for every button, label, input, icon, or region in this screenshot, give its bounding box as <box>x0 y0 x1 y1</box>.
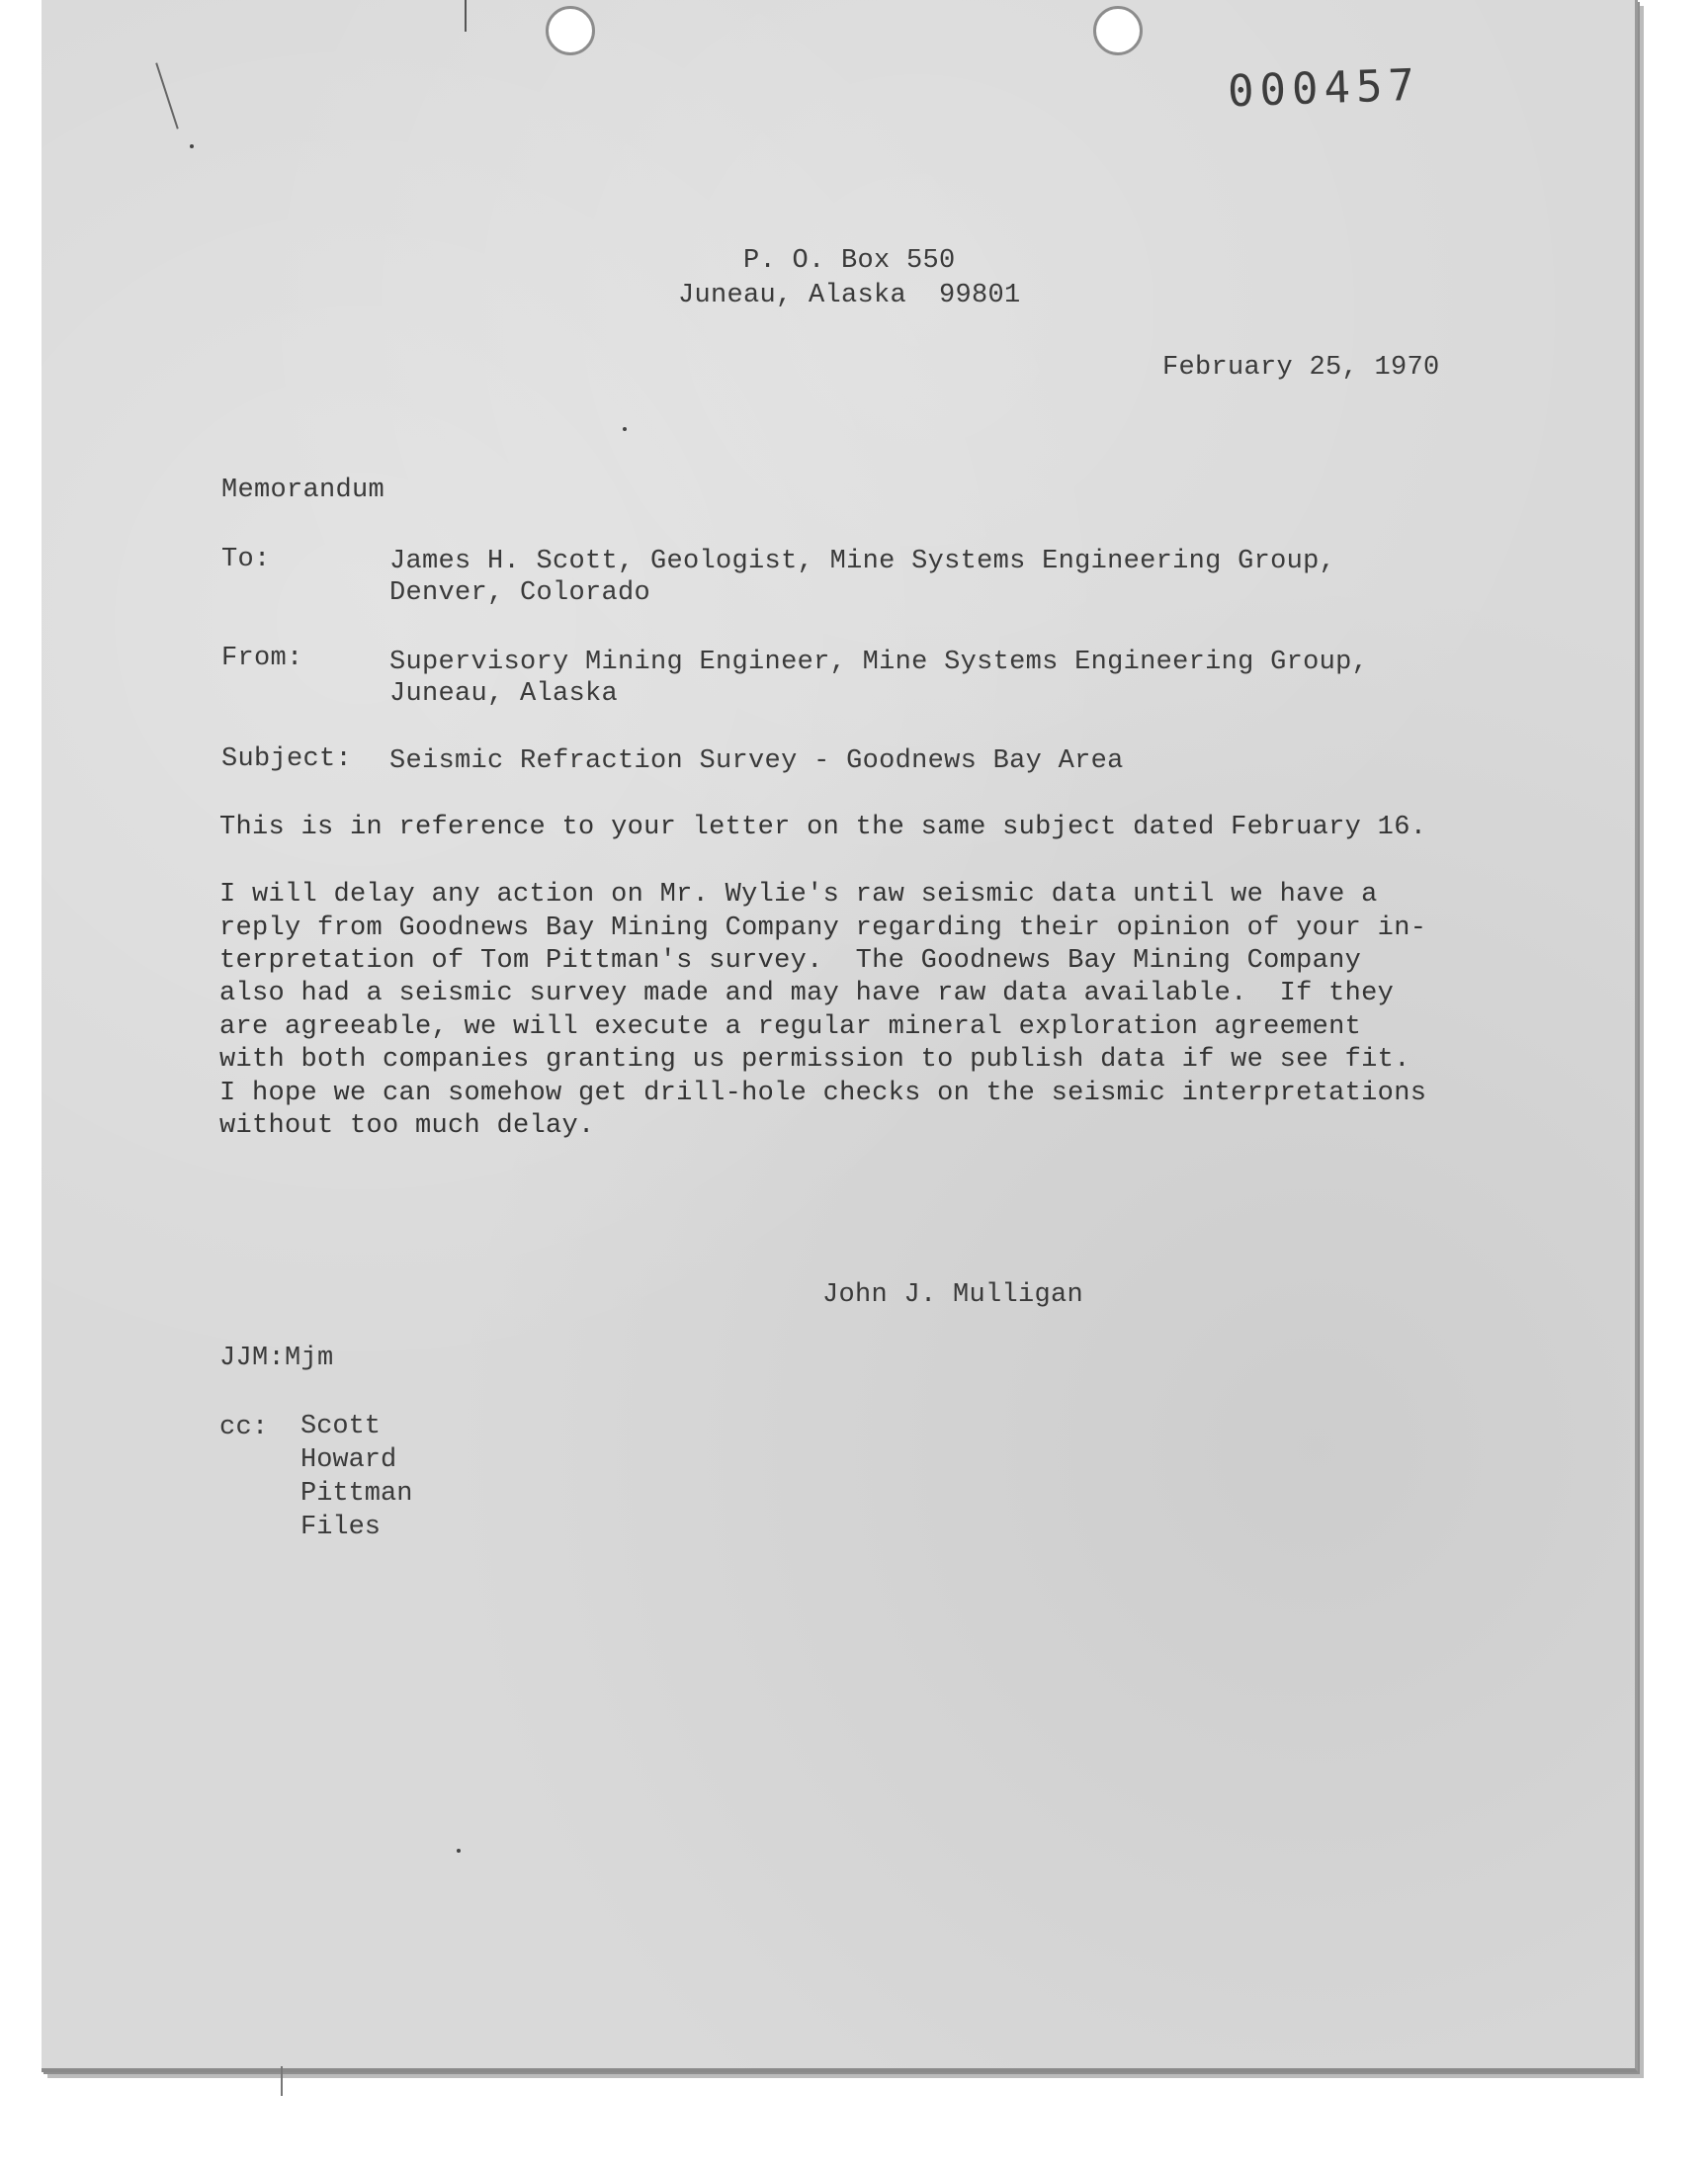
to-line-2: Denver, Colorado <box>389 578 651 608</box>
memo-date: February 25, 1970 <box>1162 353 1440 383</box>
punch-hole-left <box>546 6 595 55</box>
memo-heading: Memorandum <box>221 476 385 505</box>
stray-mark <box>457 1849 461 1853</box>
stray-mark <box>155 62 179 129</box>
paragraph-2-line: terpretation of Tom Pittman's survey. The Goodnews Bay Mining Company <box>219 946 1362 976</box>
from-line-1: Supervisory Mining Engineer, Mine Systems Engineering Group, <box>389 648 1369 677</box>
address-line-2: Juneau, Alaska 99801 <box>678 281 1021 310</box>
subject-text: Seismic Refraction Survey - Goodnews Bay Area <box>389 746 1124 776</box>
punch-hole-right <box>1093 6 1143 55</box>
cc-recipient: Scott <box>300 1412 382 1441</box>
signature-name: John J. Mulligan <box>822 1280 1084 1310</box>
stray-mark <box>465 0 467 32</box>
paragraph-2-line: I hope we can somehow get drill-hole checks on the seismic interpretations <box>219 1079 1427 1108</box>
paragraph-2-line: reply from Goodnews Bay Mining Company regarding their opinion of your in- <box>219 914 1427 943</box>
paragraph-2-line: are agreeable, we will execute a regular mineral exploration agreement <box>219 1012 1362 1042</box>
document-page <box>42 0 1638 2072</box>
subject-label: Subject: <box>221 744 353 774</box>
paragraph-2-line: with both companies granting us permission to publish data if we see fit. <box>219 1045 1410 1075</box>
typist-initials: JJM:Mjm <box>219 1344 334 1373</box>
from-line-2: Juneau, Alaska <box>389 679 619 709</box>
stray-mark <box>623 427 627 431</box>
paragraph-2-line: also had a seismic survey made and may have raw data available. If they <box>219 979 1395 1008</box>
cc-recipient: Pittman <box>300 1479 413 1509</box>
paragraph-2-line: I will delay any action on Mr. Wylie's raw seismic data until we have a <box>219 880 1378 910</box>
cc-recipient: Files <box>300 1513 382 1542</box>
cc-label: cc: <box>219 1413 269 1442</box>
paragraph-1: This is in reference to your letter on the same subject dated February 16. <box>219 813 1427 842</box>
bottom-edge-tick <box>281 2066 283 2096</box>
address-line-1: P. O. Box 550 <box>743 246 956 276</box>
cc-recipient: Howard <box>300 1445 397 1475</box>
to-label: To: <box>221 545 271 574</box>
from-label: From: <box>221 644 303 673</box>
paragraph-2-line: without too much delay. <box>219 1111 595 1141</box>
stray-mark <box>190 144 194 148</box>
to-line-1: James H. Scott, Geologist, Mine Systems Engineering Group, <box>389 547 1336 576</box>
document-number-stamp: 000457 <box>1227 59 1421 118</box>
